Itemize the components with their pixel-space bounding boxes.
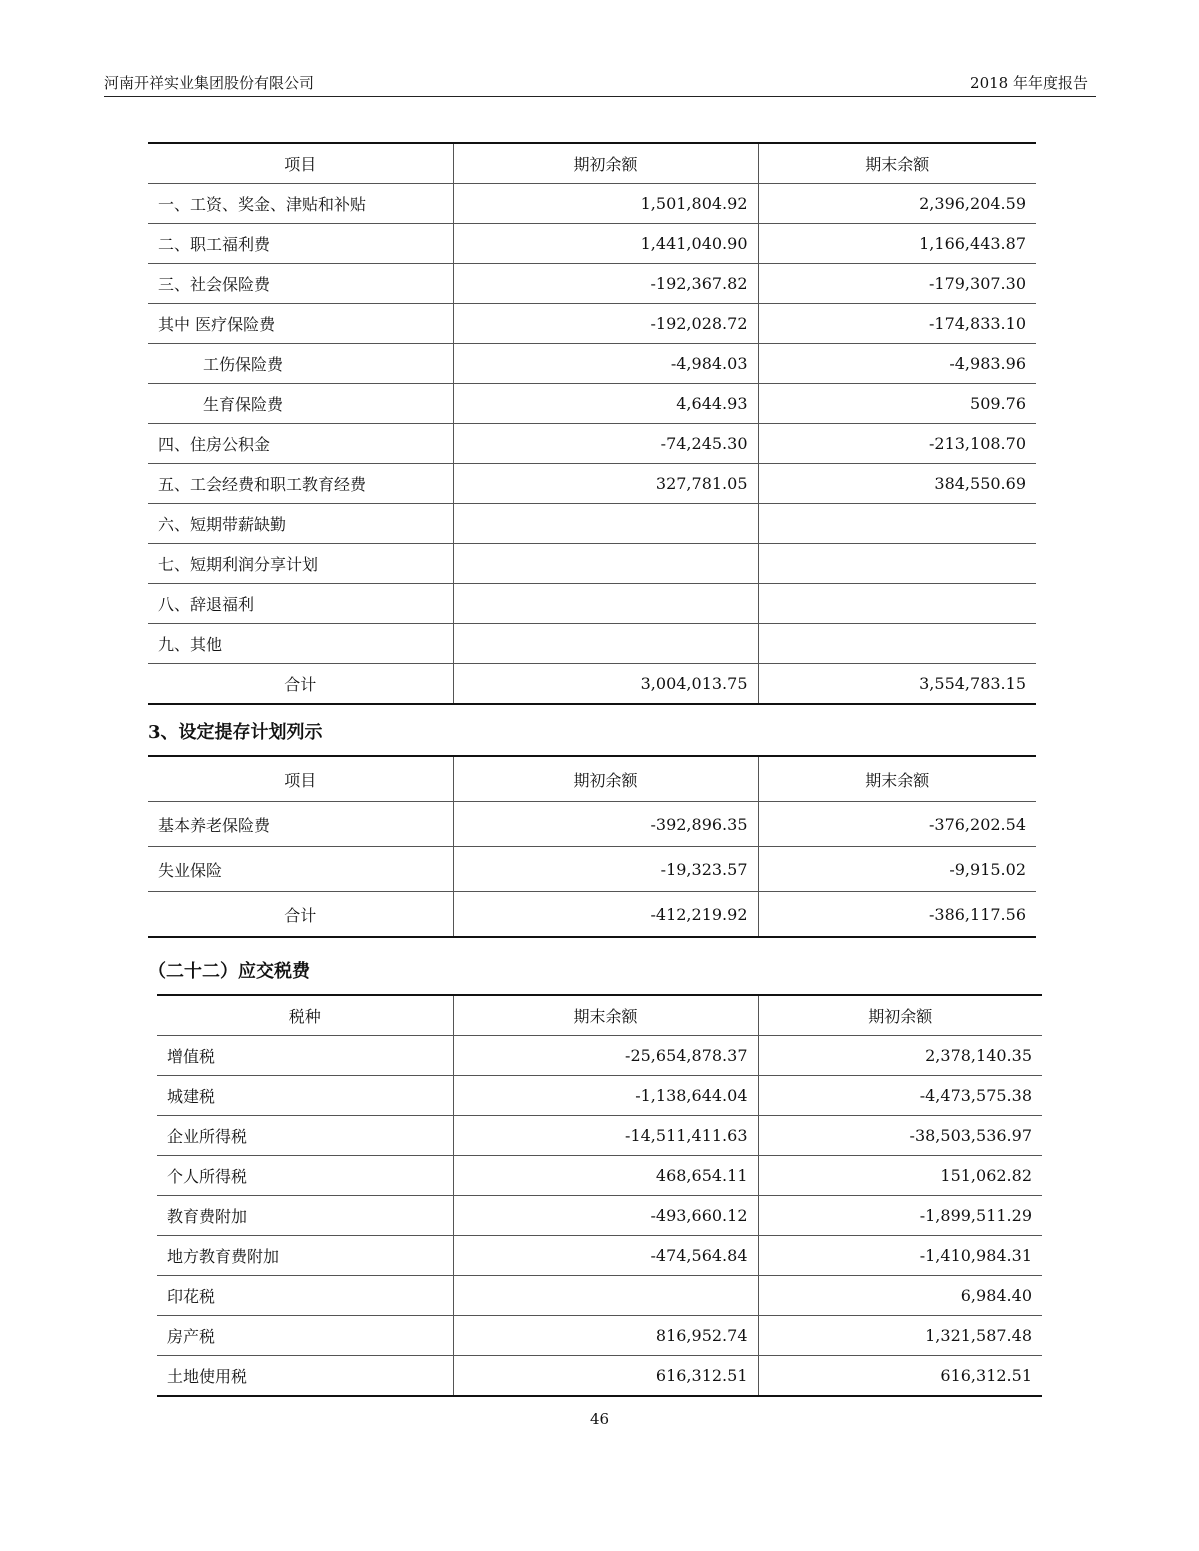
row-label: 七、短期利润分享计划 — [148, 544, 453, 584]
row-label: 五、工会经费和职工教育经费 — [148, 464, 453, 504]
column-header: 项目 — [148, 143, 453, 184]
total-row — [148, 892, 1036, 938]
end-value: 384,550.69 — [758, 464, 1036, 504]
table-row — [157, 1356, 1042, 1397]
table-row — [157, 1076, 1042, 1116]
tax-type: 城建税 — [157, 1076, 453, 1116]
table-header-row — [148, 756, 1036, 802]
employee-compensation-table — [148, 142, 1036, 705]
begin-value: -74,245.30 — [453, 424, 758, 464]
table-row — [157, 1196, 1042, 1236]
table-row — [148, 184, 1036, 224]
begin-value: -4,473,575.38 — [758, 1076, 1042, 1116]
report-title: 2018 年年度报告 — [970, 74, 1088, 92]
table-row — [157, 1116, 1042, 1156]
begin-value: 3,004,013.75 — [453, 664, 758, 705]
end-value: -4,983.96 — [758, 344, 1036, 384]
begin-value: 2,378,140.35 — [758, 1036, 1042, 1076]
begin-value: 151,062.82 — [758, 1156, 1042, 1196]
end-value: 2,396,204.59 — [758, 184, 1036, 224]
end-value: -386,117.56 — [758, 892, 1036, 938]
table-row — [148, 584, 1036, 624]
begin-value — [453, 624, 758, 664]
row-label: 一、工资、奖金、津贴和补贴 — [148, 184, 453, 224]
row-label: 基本养老保险费 — [148, 802, 453, 847]
end-value — [758, 504, 1036, 544]
table-row — [148, 264, 1036, 304]
column-header: 项目 — [148, 756, 453, 802]
begin-value: -38,503,536.97 — [758, 1116, 1042, 1156]
tax-type: 教育费附加 — [157, 1196, 453, 1236]
column-header: 期初余额 — [758, 995, 1042, 1036]
tax-type: 个人所得税 — [157, 1156, 453, 1196]
page-header — [104, 70, 1096, 97]
begin-value: 1,321,587.48 — [758, 1316, 1042, 1356]
row-label: 合计 — [284, 675, 317, 694]
end-value: -213,108.70 — [758, 424, 1036, 464]
table-header-row — [148, 143, 1036, 184]
end-value — [758, 544, 1036, 584]
end-value: -179,307.30 — [758, 264, 1036, 304]
begin-value: -192,028.72 — [453, 304, 758, 344]
taxes-payable-table — [157, 994, 1042, 1397]
column-header: 期初余额 — [453, 756, 758, 802]
end-value: -14,511,411.63 — [453, 1116, 758, 1156]
table-row — [148, 847, 1036, 892]
table-row — [148, 544, 1036, 584]
column-header: 期末余额 — [758, 143, 1036, 184]
table-row — [148, 424, 1036, 464]
end-value — [758, 624, 1036, 664]
begin-value: 616,312.51 — [758, 1356, 1042, 1397]
tax-type: 企业所得税 — [157, 1116, 453, 1156]
begin-value — [453, 504, 758, 544]
end-value: -474,564.84 — [453, 1236, 758, 1276]
table-row — [157, 1156, 1042, 1196]
table-row — [148, 304, 1036, 344]
row-label: 工伤保险费 — [148, 344, 453, 384]
tax-type: 印花税 — [157, 1276, 453, 1316]
begin-value — [453, 544, 758, 584]
column-header: 期末余额 — [758, 756, 1036, 802]
table-row — [157, 1276, 1042, 1316]
end-value: 616,312.51 — [453, 1356, 758, 1397]
end-value: -1,138,644.04 — [453, 1076, 758, 1116]
begin-value: -4,984.03 — [453, 344, 758, 384]
row-label: 二、职工福利费 — [148, 224, 453, 264]
table-row — [148, 224, 1036, 264]
end-value: -376,202.54 — [758, 802, 1036, 847]
tax-type: 地方教育费附加 — [157, 1236, 453, 1276]
row-label: 失业保险 — [148, 847, 453, 892]
page-number: 46 — [589, 1410, 610, 1428]
table-row — [148, 464, 1036, 504]
begin-value — [453, 584, 758, 624]
end-value: 509.76 — [758, 384, 1036, 424]
begin-value: 6,984.40 — [758, 1276, 1042, 1316]
table-row — [157, 1036, 1042, 1076]
column-header: 税种 — [157, 995, 453, 1036]
column-header: 期初余额 — [453, 143, 758, 184]
table-row — [157, 1236, 1042, 1276]
begin-value: -19,323.57 — [453, 847, 758, 892]
begin-value: 4,644.93 — [453, 384, 758, 424]
tax-type: 增值税 — [157, 1036, 453, 1076]
begin-value: -1,410,984.31 — [758, 1236, 1042, 1276]
begin-value: -1,899,511.29 — [758, 1196, 1042, 1236]
end-value — [758, 584, 1036, 624]
tax-type: 土地使用税 — [167, 1367, 248, 1386]
row-label: 合计 — [284, 905, 317, 925]
table-row — [148, 802, 1036, 847]
table-row — [148, 504, 1036, 544]
end-value — [453, 1276, 758, 1316]
row-label: 生育保险费 — [148, 384, 453, 424]
end-value: 1,166,443.87 — [758, 224, 1036, 264]
total-row — [148, 664, 1036, 705]
row-label: 六、短期带薪缺勤 — [148, 504, 453, 544]
begin-value: 327,781.05 — [453, 464, 758, 504]
begin-value: 1,501,804.92 — [453, 184, 758, 224]
table-row — [148, 624, 1036, 664]
tax-type: 房产税 — [157, 1316, 453, 1356]
end-value: -493,660.12 — [453, 1196, 758, 1236]
begin-value: -412,219.92 — [453, 892, 758, 938]
column-header: 期末余额 — [453, 995, 758, 1036]
defined-contribution-table — [148, 755, 1036, 938]
end-value: 816,952.74 — [453, 1316, 758, 1356]
end-value: -9,915.02 — [758, 847, 1036, 892]
section-heading: 3、设定提存计划列示 — [148, 722, 323, 743]
end-value: -174,833.10 — [758, 304, 1036, 344]
section-heading: （二十二）应交税费 — [148, 961, 310, 982]
begin-value: -192,367.82 — [453, 264, 758, 304]
table-row — [157, 1316, 1042, 1356]
table-row — [148, 384, 1036, 424]
begin-value: -392,896.35 — [453, 802, 758, 847]
end-value: 3,554,783.15 — [758, 664, 1036, 705]
row-label: 九、其他 — [148, 624, 453, 664]
row-label: 三、社会保险费 — [148, 264, 453, 304]
row-label: 其中 医疗保险费 — [148, 304, 453, 344]
end-value: -25,654,878.37 — [453, 1036, 758, 1076]
row-label: 四、住房公积金 — [148, 424, 453, 464]
row-label: 八、辞退福利 — [148, 584, 453, 624]
table-row — [148, 344, 1036, 384]
company-name: 河南开祥实业集团股份有限公司 — [104, 74, 315, 92]
table-header-row — [157, 995, 1042, 1036]
end-value: 468,654.11 — [453, 1156, 758, 1196]
begin-value: 1,441,040.90 — [453, 224, 758, 264]
